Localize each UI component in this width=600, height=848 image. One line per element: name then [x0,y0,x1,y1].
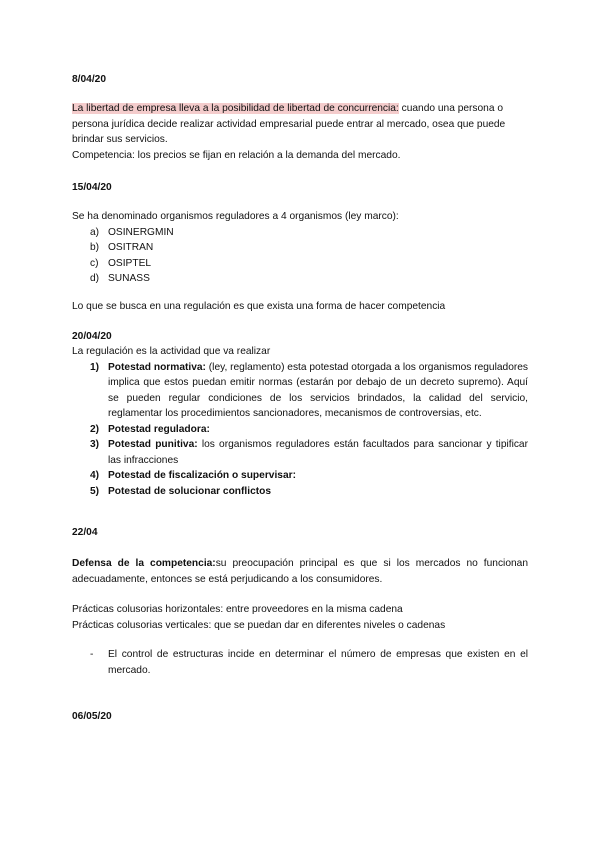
paragraph-regulacion: Lo que se busca en una regulación es que exista una forma de hacer competencia [72,301,446,312]
list-item: 3) Potestad punitiva: los organismos reguladores están facultados para sancionar y tipificar las infracciones [90,439,528,466]
bullet-section [72,647,528,678]
list-item: a) OSINERGMIN [90,226,174,238]
date-heading-5: 06/05/20 [72,711,112,722]
organismos-intro: Se ha denominado organismos reguladores a 4 organismos (ley marco): [72,211,399,222]
practicas-horizontales: Prácticas colusorias horizontales: entre proveedores en la misma cadena [72,604,403,615]
list-item: d) SUNASS [90,273,150,284]
paragraph-text: cuando una persona o persona jurídica decide realizar actividad empresarial puede entrar al mercado, osea que puede brindar sus servicios. [72,103,506,145]
practicas-verticales: Prácticas colusorias verticales: que se puedan dar en diferentes niveles o cadenas [72,619,446,631]
list-item: 4) Potestad de fiscalización o supervisar: [90,470,296,481]
paragraph-practicas [72,602,528,633]
dash-list [72,647,528,678]
potestades-intro: La regulación es la actividad que va realizar [72,346,271,357]
list-item: b) OSITRAN [90,242,154,253]
date-heading-2: 15/04/20 [72,182,112,193]
list-item: 2) Potestad reguladora: [90,423,210,435]
list-item: 5) Potestad de solucionar conflictos [90,485,272,497]
list-item: - El control de estructuras incide en determinar el número de empresas que existen en el mercado. [90,649,528,676]
organismos-list [72,225,528,287]
paragraph-defensa [72,556,528,587]
list-item: c) OSIPTEL [90,257,152,269]
highlighted-text: La libertad de empresa lleva a la posibilidad de libertad de concurrencia: [72,103,399,114]
section-potestades [72,344,528,499]
paragraph-libertad [72,101,528,163]
date-heading-3: 20/04/20 [72,331,112,342]
date-heading-4: 22/04 [72,527,98,538]
list-item: 1) Potestad normativa: (ley, reglamento) esta potestad otorgada a los organismos reguladores implica que estos puedan emitir normas (estarán por debajo de un decreto supremo). Aquí se pueden regular condiciones de los servicios brindados, la calidad del servicio, reglamentar los procedimientos sancionadores, mecanismos de controversias, etc. [90,361,529,419]
date-heading-1: 8/04/20 [72,74,106,85]
section-organismos [72,209,528,287]
potestades-list [72,360,528,500]
defensa-text: su preocupación principal es que si los mercados no funcionan adecuadamente, entonces se está perjudicando a los consumidores. [72,558,528,585]
paragraph-competencia: Competencia: los precios se fijan en relación a la demanda del mercado. [72,149,401,161]
defensa-title: Defensa de la competencia: [72,558,216,569]
